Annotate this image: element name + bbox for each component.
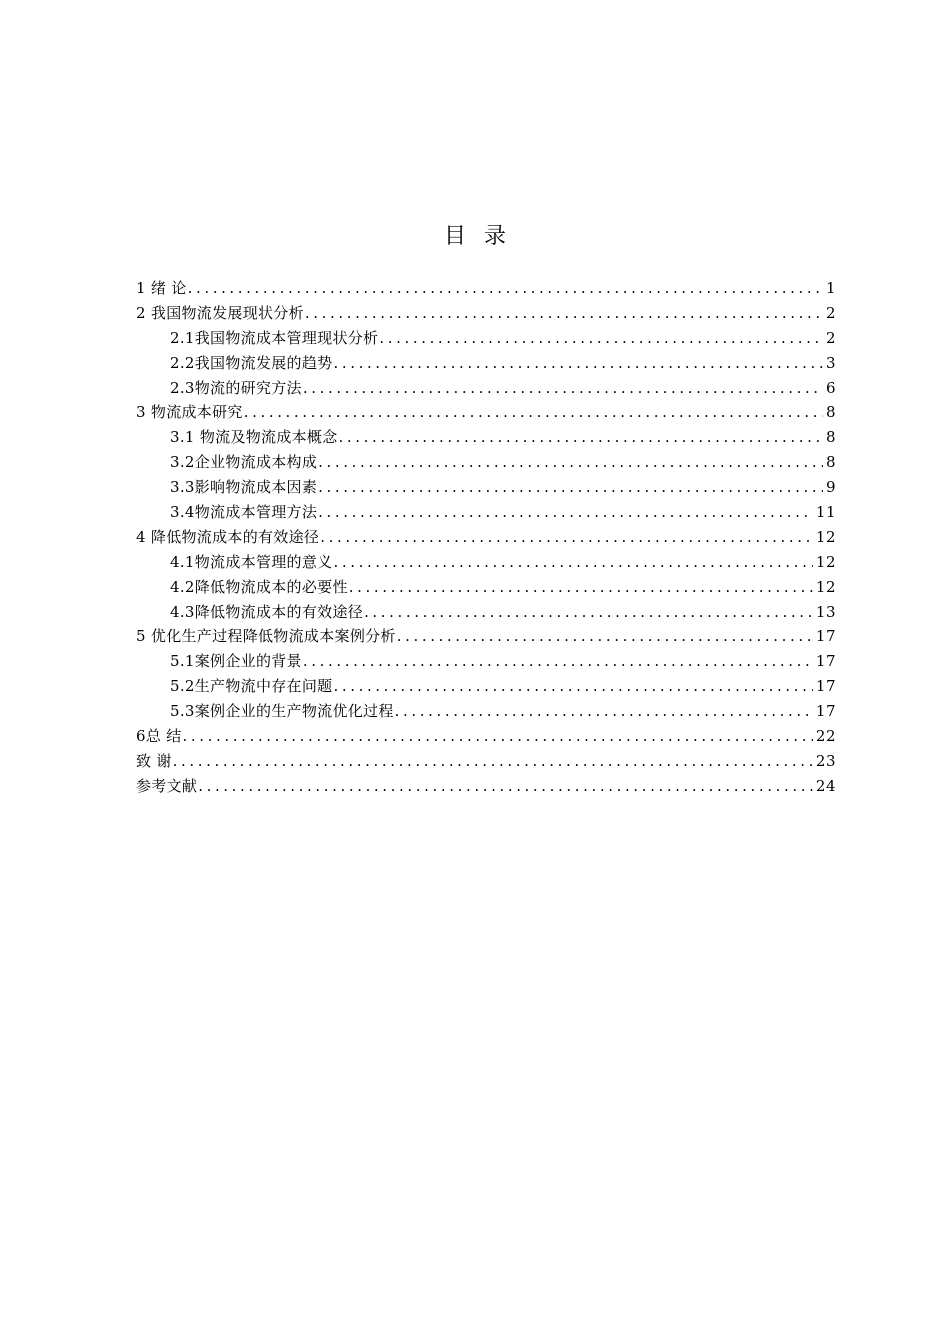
toc-entry-label: 2.2我国物流发展的趋势 (170, 353, 333, 372)
toc-dot-leader (188, 276, 823, 301)
toc-dot-leader (333, 351, 822, 376)
toc-entry[interactable] (136, 774, 836, 799)
toc-entry[interactable] (136, 301, 836, 326)
toc-entry-label: 5.1案例企业的背景 (170, 652, 302, 671)
toc-entry-page-number: 23 (815, 751, 836, 770)
toc-entry-page-number: 1 (825, 279, 836, 297)
toc-dot-leader (349, 575, 813, 600)
toc-entry[interactable] (136, 724, 836, 749)
toc-entry-page-number: 22 (815, 727, 836, 746)
toc-entry[interactable] (136, 575, 836, 600)
toc-entry-label: 3.4物流成本管理方法 (170, 503, 318, 522)
toc-entry-label: 参考文献 (136, 776, 198, 795)
toc-entry-label: 致 谢 (136, 751, 172, 770)
toc-entry-label: 4.2降低物流成本的必要性 (170, 577, 348, 596)
toc-entry-page-number: 12 (815, 577, 836, 596)
toc-dot-leader (339, 425, 823, 450)
toc-dot-leader (318, 450, 823, 475)
toc-entry[interactable] (136, 276, 836, 301)
toc-entry-page-number: 13 (815, 602, 836, 621)
toc-entry-page-number: 24 (815, 776, 836, 795)
toc-entry-label: 3 物流成本研究 (136, 403, 243, 422)
toc-entry-label: 5.2生产物流中存在问题 (170, 677, 333, 696)
toc-entry-page-number: 9 (825, 478, 836, 497)
toc-entry[interactable] (136, 351, 836, 376)
toc-entry[interactable] (136, 749, 836, 774)
toc-entry-label: 5 优化生产过程降低物流成本案例分析 (136, 627, 396, 646)
toc-entry[interactable] (136, 425, 836, 450)
toc-entry-label: 4.1物流成本管理的意义 (170, 552, 333, 571)
toc-entry[interactable] (136, 649, 836, 674)
toc-dot-leader (333, 550, 812, 575)
toc-entry-page-number: 6 (825, 378, 836, 397)
toc-entry-page-number: 17 (815, 652, 836, 671)
toc-entry-label: 2.3物流的研究方法 (170, 378, 302, 397)
toc-dot-leader (198, 774, 813, 799)
toc-entry-page-number: 12 (815, 527, 836, 546)
toc-entry-label: 3.3影响物流成本因素 (170, 478, 318, 497)
toc-dot-leader (303, 649, 813, 674)
toc-entry-page-number: 8 (825, 453, 836, 472)
toc-entry-page-number: 11 (815, 503, 836, 522)
toc-entry-page-number: 2 (825, 303, 836, 322)
toc-entry[interactable] (136, 600, 836, 625)
toc-entry[interactable] (136, 624, 836, 649)
toc-dot-leader (244, 400, 823, 425)
toc-entry-label: 4.3降低物流成本的有效途径 (170, 602, 364, 621)
toc-entry-page-number: 17 (815, 677, 836, 696)
toc-entry[interactable] (136, 500, 836, 525)
toc-dot-leader (364, 600, 813, 625)
toc-entry[interactable] (136, 450, 836, 475)
toc-entry[interactable] (136, 525, 836, 550)
toc-dot-leader (173, 749, 813, 774)
toc-dot-leader (318, 475, 823, 500)
toc-dot-leader (333, 674, 812, 699)
toc-entry-label: 3.2企业物流成本构成 (170, 453, 318, 472)
toc-entry[interactable] (136, 475, 836, 500)
toc-dot-leader (395, 699, 813, 724)
toc-entry-page-number: 17 (815, 702, 836, 721)
toc-entry-label: 4 降低物流成本的有效途径 (136, 527, 320, 546)
toc-dot-leader (379, 326, 823, 351)
toc-entry[interactable] (136, 674, 836, 699)
toc-entry-label: 2.1我国物流成本管理现状分析 (170, 328, 379, 347)
toc-entry-page-number: 12 (815, 552, 836, 571)
table-of-contents (136, 276, 836, 799)
toc-entry-label: 3.1 物流及物流成本概念 (170, 428, 338, 447)
toc-entry[interactable] (136, 550, 836, 575)
toc-entry[interactable] (136, 326, 836, 351)
toc-dot-leader (305, 301, 823, 326)
toc-dot-leader (303, 376, 823, 401)
toc-dot-leader (183, 724, 813, 749)
toc-entry-page-number: 2 (825, 328, 836, 347)
toc-dot-leader (397, 624, 813, 649)
toc-entry-page-number: 17 (815, 627, 836, 646)
toc-dot-leader (318, 500, 813, 525)
toc-title: 目录 (443, 224, 524, 249)
toc-entry[interactable] (136, 376, 836, 401)
toc-entry-page-number: 3 (825, 353, 836, 372)
toc-entry-label: 6总 结 (136, 727, 182, 746)
toc-entry-page-number: 8 (825, 428, 836, 447)
toc-entry-label: 2 我国物流发展现状分析 (136, 303, 304, 322)
toc-dot-leader (320, 525, 813, 550)
toc-entry[interactable] (136, 699, 836, 724)
toc-entry-label: 5.3案例企业的生产物流优化过程 (170, 702, 394, 721)
toc-entry[interactable] (136, 400, 836, 425)
toc-entry-page-number: 8 (825, 403, 836, 422)
toc-entry-label: 1 绪 论 (136, 279, 187, 297)
